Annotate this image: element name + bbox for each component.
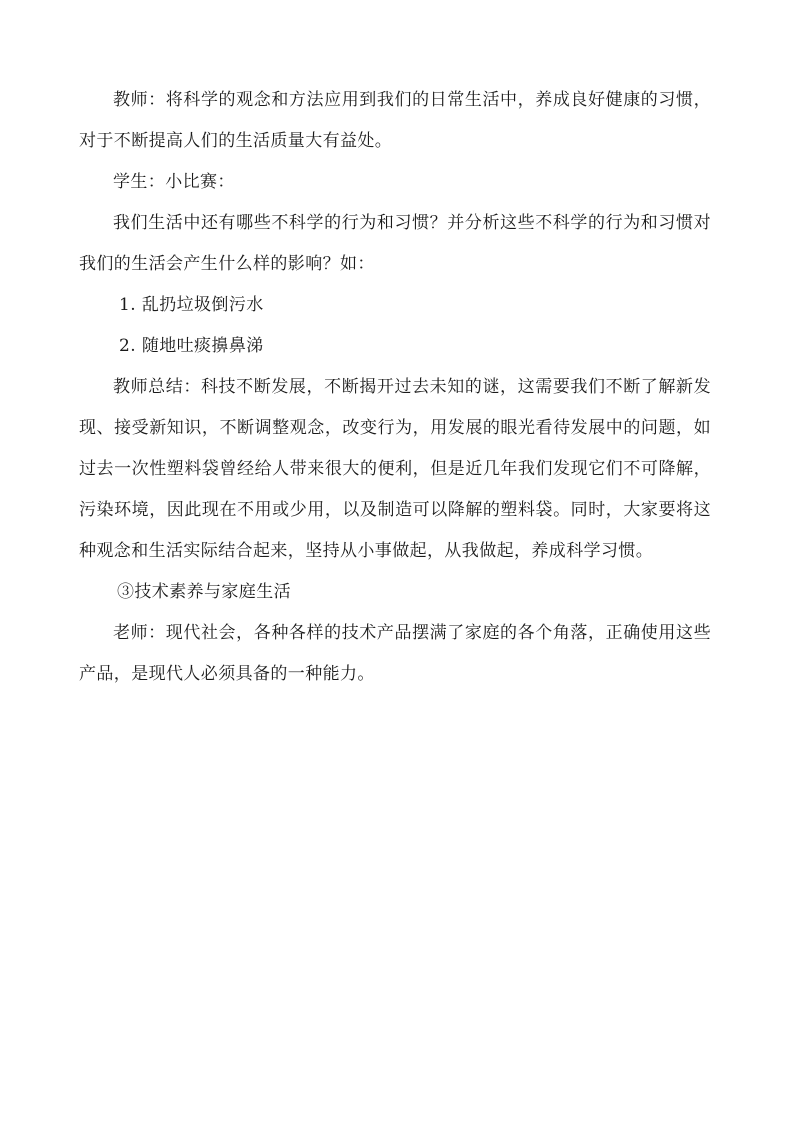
teacher-paragraph: 教师：将科学的观念和方法应用到我们的日常生活中，养成良好健康的习惯，对于不断提高人们的生活质量大有益处。	[79, 90, 711, 151]
teacher-paragraph-2: 老师：现代社会，各种各样的技术产品摆满了家庭的各个角落，正确使用这些产品，是现代人必须具备的一种能力。	[79, 623, 711, 684]
section-heading: ③技术素养与家庭生活	[117, 582, 291, 602]
list-item: 1. 乱扔垃圾倒污水	[119, 295, 264, 315]
teacher-summary-paragraph: 教师总结：科技不断发展，不断揭开过去未知的谜，这需要我们不断了解新发现、接受新知识，不断调整观念，改变行为，用发展的眼光看待发展中的问题，如过去一次性塑料袋曾经给人带来很大的便利，但是近几年我们发现它们不可降解，污染环境，因此现在不用或少用，以及制造可以降解的塑料袋。同时，大家要将这种观念和生活实际结合起来，坚持从小事做起，从我做起，养成科学习惯。	[79, 377, 711, 561]
student-paragraph: 学生：小比赛：	[113, 172, 235, 192]
question-paragraph: 我们生活中还有哪些不科学的行为和习惯？并分析这些不科学的行为和习惯对我们的生活会产生什么样的影响？如：	[79, 213, 711, 274]
document-body	[79, 80, 711, 695]
list-item: 2. 随地吐痰擤鼻涕	[119, 336, 264, 356]
